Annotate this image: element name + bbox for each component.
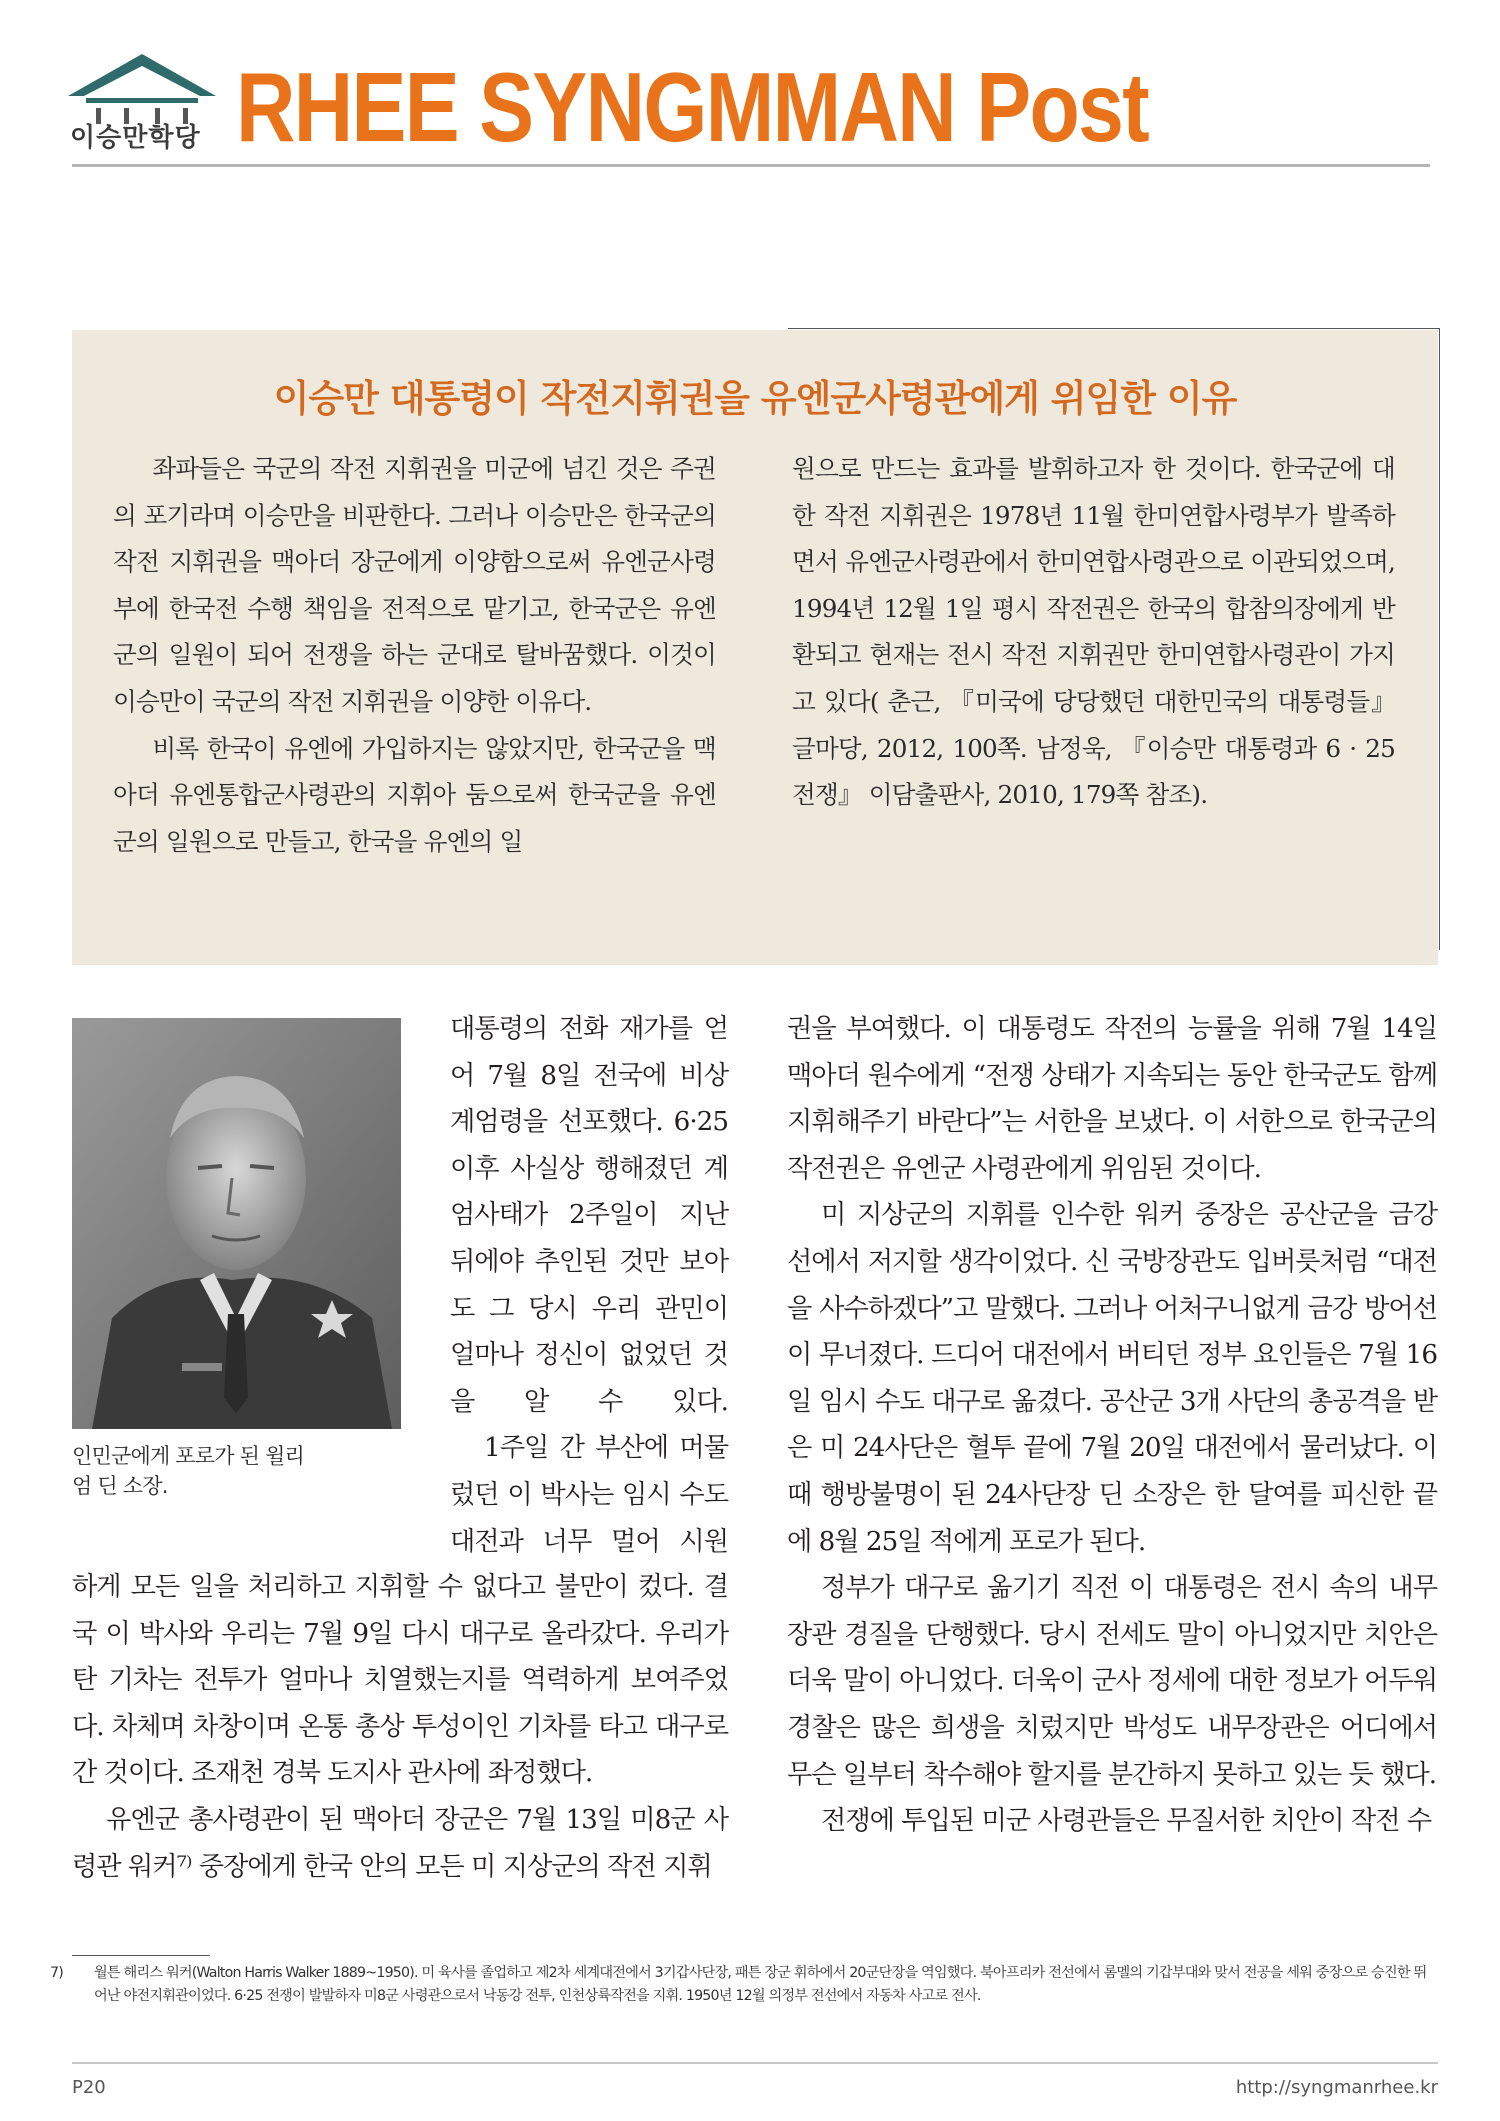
sidebar-paragraph: 좌파들은 국군의 작전 지휘권을 미군에 넘긴 것은 주권의 포기라며 이승만을 비판한다. 그러나 이승만은 한국군의 작전 지휘권을 맥아더 장군에게 이양함으로써 유엔군사령부에 한국전 수행 책임을 전적으로 맡기고, 한국군은 유엔군의 일원이 되어 전쟁을 하는 군대로 탈바꿈했다. 이것이 이승만이 국군의 작전 지휘권을 이양한 이유다.	[113, 454, 716, 716]
header-divider	[72, 164, 1430, 167]
article-paragraph: 정부가 대구로 옮기기 직전 이 대통령은 전시 속의 내무장관 경질을 단행했다. 당시 전세도 말이 아니었지만 치안은 더욱 말이 아니었다. 더욱이 군사 정세에 대한 정보가 어두워 경찰은 많은 희생을 치렀지만 박성도 내무장관은 어디에서 무슨 일부터 착수해야 할지를 분간하지 못하고 있는 듯 했다.	[787, 1573, 1437, 1790]
footer-divider	[72, 2062, 1438, 2064]
sidebar-column-right	[792, 446, 1395, 819]
article-column-left	[72, 1564, 728, 1890]
article-paragraph: 미 지상군의 지휘를 인수한 워커 중장은 공산군을 금강 선에서 저지할 생각이었다. 신 국방장관도 입버릇처럼 “대전을 사수하겠다”고 말했다. 그러나 어처구니없게 금강 방어선이 무너졌다. 드디어 대전에서 버티던 정부 요인들은 7월 16일 임시 수도 대구로 옮겼다. 공산군 3개 사단의 총공격을 받은 미 24사단은 혈투 끝에 7월 20일 대전에서 물러났다. 이때 행방불명이 된 24사단장 딘 소장은 한 달여를 피신한 끝에 8월 25일 적에게 포로가 된다.	[787, 1200, 1437, 1557]
article-paragraph: 1주일 간 부산에 머물렀던 이 박사는 임시 수도 대전과 너무 멀어 시원	[450, 1433, 728, 1557]
footer-url[interactable]: http://syngmanrhee.kr	[1235, 2077, 1438, 2098]
sidebar-column-left	[113, 446, 716, 865]
box-border-top	[788, 328, 1440, 329]
sidebar-paragraph: 비록 한국이 유엔에 가입하지는 않았지만, 한국군을 맥아더 유엔통합군사령관의 지휘아 둠으로써 한국군을 유엔군의 일원으로 만들고, 한국을 유엔의 일	[113, 733, 716, 856]
sidebar-paragraph: 원으로 만드는 효과를 발휘하고자 한 것이다. 한국군에 대한 작전 지휘권은 1978년 11월 한미연합사령부가 발족하면서 유엔군사령관에서 한미연합사령관으로 이관되었으며, 1994년 12월 1일 평시 작전권은 한국의 합참의장에게 반환되고 현재는 전시 작전 지휘권만 한미연합사령관이 가지고 있다( 춘근, 『미국에 당당했던 대한민국의 대통령들』 글마당, 2012, 100쪽. 남정욱, 『이승만 대통령과 6 · 25 전쟁』 이담출판사, 2010, 179쪽 참조).	[792, 454, 1395, 810]
footnote-text: 월튼 해리스 워커(Walton Harris Walker 1889~1950). 미 육사를 졸업하고 제2차 세계대전에서 3기갑사단장, 패튼 장군 휘하에서 20군단장을 역임했다. 북아프리카 전선에서 롬멜의 기갑부대와 맞서 전공을 세워 중장으로 승진한 뛰어난 야전지휘관이었다. 6·25 전쟁이 발발하자 미8군 사령관으로서 낙동강 전투, 인천상륙작전을 지휘. 1950년 12월 의정부 전선에서 자동차 사고로 전사.	[94, 1965, 1427, 2004]
masthead-title: RHEE SYNGMMAN Post	[236, 52, 1148, 162]
article-paragraph: 대통령의 전화 재가를 얻어 7월 8일 전국에 비상계엄령을 선포했다. 6·25 이후 사실상 행해졌던 계엄사태가 2주일이 지난 뒤에야 추인된 것만 보아도 그 당시 우리 관민이 얼마나 정신이 없었던 것을 알 수 있다.	[450, 1014, 728, 1417]
article-column-right	[787, 1006, 1437, 1845]
footnote	[50, 1962, 1438, 2008]
box-border-right	[1439, 328, 1440, 950]
sidebar-title: 이승만 대통령이 작전지휘권을 유엔군사령관에게 위임한 이유	[273, 377, 1237, 420]
article-wrap-column	[450, 1006, 728, 1565]
portrait-photo	[72, 1018, 401, 1429]
page-number: P20	[72, 2077, 106, 2098]
article-paragraph: 유엔군 총사령관이 된 맥아더 장군은 7월 13일 미8군 사령관 워커⁷⁾ 중장에게 한국 안의 모든 미 지상군의 작전 지휘	[72, 1804, 728, 1882]
footnote-number: 7)	[50, 1965, 63, 1981]
article-paragraph: 하게 모든 일을 처리하고 지휘할 수 없다고 불만이 컸다. 결국 이 박사와 우리는 7월 9일 다시 대구로 올라갔다. 우리가 탄 기차는 전투가 얼마나 치열했는지를 역력하게 보여주었다. 차체며 차창이며 온통 총상 투성이인 기차를 타고 대구로 간 것이다. 조재천 경북 도지사 관사에 좌정했다.	[72, 1572, 728, 1789]
article-paragraph: 권을 부여했다. 이 대통령도 작전의 능률을 위해 7월 14일 맥아더 원수에게 “전쟁 상태가 지속되는 동안 한국군도 함께 지휘해주기 바란다”는 서한을 보냈다. 이 서한으로 한국군의 작전권은 유엔군 사령관에게 위임된 것이다.	[787, 1014, 1437, 1184]
logo-text: 이승만학당	[70, 123, 201, 153]
article-paragraph: 전쟁에 투입된 미군 사령관들은 무질서한 치안이 작전 수	[821, 1806, 1432, 1837]
photo-caption: 인민군에게 포로가 된 윌리엄 딘 소장.	[72, 1444, 304, 1498]
footnote-divider	[72, 1955, 210, 1956]
